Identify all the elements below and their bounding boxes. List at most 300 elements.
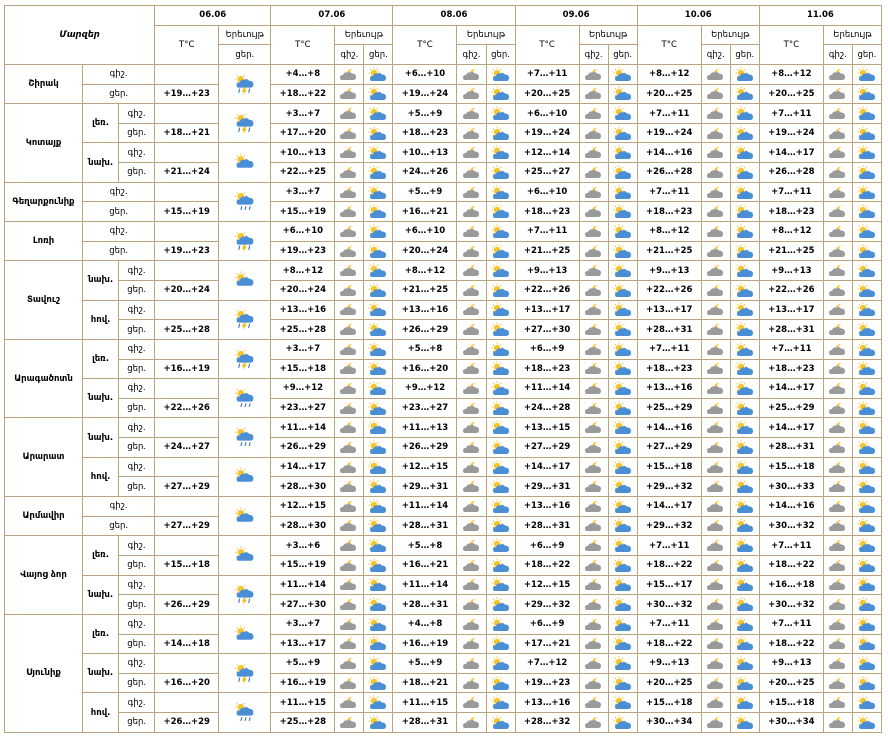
partly-cloudy-icon — [857, 86, 877, 101]
moon-cloud-icon — [706, 636, 726, 651]
moon-cloud-icon — [584, 342, 604, 357]
partly-cloudy-icon — [735, 263, 755, 278]
forecast-table — [4, 5, 882, 733]
night-icon-cell — [335, 516, 364, 536]
temperature-cell: +8…+12 — [759, 222, 823, 242]
day-icon-cell — [364, 693, 393, 713]
partly-cloudy-icon — [491, 558, 511, 573]
partly-cloudy-icon — [368, 440, 388, 455]
day-period-header: ցեր. — [364, 45, 393, 65]
day-icon-cell — [486, 143, 515, 163]
temperature-cell: +20…+25 — [759, 84, 823, 104]
day-icon-cell — [852, 418, 881, 438]
partly-cloudy-icon — [735, 479, 755, 494]
temperature-cell: +27…+30 — [515, 320, 579, 340]
zone-name: լեռ. — [83, 339, 119, 378]
moon-cloud-icon — [584, 106, 604, 121]
day-icon-cell — [486, 300, 515, 320]
day-icon-cell — [364, 182, 393, 202]
night-icon-cell — [457, 182, 486, 202]
day-icon-cell — [486, 477, 515, 497]
temperature-cell: +10…+13 — [271, 143, 335, 163]
night-icon-cell — [335, 241, 364, 261]
day-icon-cell — [364, 575, 393, 595]
temperature-cell: +11…+14 — [393, 497, 457, 517]
day-icon-cell — [852, 536, 881, 556]
temperature-cell — [155, 182, 219, 202]
night-period-label: գիշ. — [119, 575, 155, 595]
day-icon-cell — [364, 398, 393, 418]
temperature-cell — [155, 261, 219, 281]
partly-cloudy-icon — [735, 420, 755, 435]
partly-cloudy-icon — [735, 538, 755, 553]
header-row-days — [5, 6, 882, 26]
table-row — [5, 280, 882, 300]
partly-cloudy-icon — [613, 499, 633, 514]
night-icon-cell — [579, 614, 608, 634]
night-icon-cell — [335, 634, 364, 654]
night-icon-cell — [335, 614, 364, 634]
day-icon-cell — [730, 64, 759, 84]
temperature-cell: +22…+26 — [515, 280, 579, 300]
day-icon-cell — [486, 64, 515, 84]
partly-cloudy-icon — [613, 145, 633, 160]
day-icon-cell — [608, 654, 637, 674]
day-icon-cell — [486, 634, 515, 654]
night-icon-cell — [701, 457, 730, 477]
partly-cloudy-icon — [613, 204, 633, 219]
temperature-cell: +6…+9 — [515, 339, 579, 359]
partly-cloudy-icon — [735, 322, 755, 337]
temperature-cell: +28…+31 — [637, 320, 701, 340]
partly-cloudy-icon — [857, 577, 877, 592]
temperature-cell: +26…+29 — [155, 595, 219, 615]
night-period-label: գիշ. — [83, 497, 155, 517]
day-icon-cell — [852, 575, 881, 595]
partly-cloudy-icon — [368, 145, 388, 160]
night-icon-cell — [579, 713, 608, 733]
weather-icon-cell — [219, 418, 271, 457]
partly-cloudy-icon — [491, 499, 511, 514]
weather-header: Երեւույթ — [701, 25, 759, 45]
partly-cloudy-icon — [613, 518, 633, 533]
partly-cloudy-icon — [368, 126, 388, 141]
night-icon-cell — [701, 163, 730, 183]
day-icon-cell — [730, 104, 759, 124]
day-header: 10.06 — [637, 6, 759, 26]
rain-sun-icon — [234, 192, 256, 212]
temperature-cell: +25…+29 — [637, 398, 701, 418]
temperature-cell: +15…+19 — [271, 202, 335, 222]
night-icon-cell — [335, 398, 364, 418]
moon-cloud-icon — [828, 538, 848, 553]
night-icon-cell — [701, 713, 730, 733]
day-period-label: ցեր. — [83, 202, 155, 222]
partly-cloudy-icon — [613, 381, 633, 396]
day-icon-cell — [730, 261, 759, 281]
temperature-cell: +4…+8 — [271, 64, 335, 84]
partly-cloudy-icon — [735, 558, 755, 573]
moon-cloud-icon — [462, 597, 482, 612]
moon-cloud-icon — [339, 558, 359, 573]
night-icon-cell — [335, 555, 364, 575]
night-icon-cell — [823, 222, 852, 242]
partly-cloudy-icon — [735, 283, 755, 298]
partly-cloudy-icon — [735, 656, 755, 671]
partly-cloudy-icon — [491, 617, 511, 632]
temperature-cell: +7…+11 — [759, 614, 823, 634]
moon-cloud-icon — [706, 558, 726, 573]
moon-cloud-icon — [462, 460, 482, 475]
day-icon-cell — [608, 64, 637, 84]
temperature-cell: +7…+11 — [759, 536, 823, 556]
day-icon-cell — [608, 536, 637, 556]
temperature-cell: +7…+11 — [637, 536, 701, 556]
weather-icon-cell — [219, 536, 271, 575]
partly-cloudy-icon — [368, 558, 388, 573]
temperature-cell: +13…+15 — [515, 418, 579, 438]
temperature-cell: +7…+11 — [637, 339, 701, 359]
moon-cloud-icon — [706, 715, 726, 730]
temperature-cell — [155, 339, 219, 359]
moon-cloud-icon — [462, 67, 482, 82]
night-icon-cell — [335, 693, 364, 713]
night-icon-cell — [579, 477, 608, 497]
day-icon-cell — [608, 104, 637, 124]
day-icon-cell — [364, 222, 393, 242]
night-icon-cell — [823, 595, 852, 615]
night-icon-cell — [457, 222, 486, 242]
day-icon-cell — [486, 241, 515, 261]
day-icon-cell — [730, 163, 759, 183]
moon-cloud-icon — [339, 244, 359, 259]
temp-header: T°C — [637, 25, 701, 64]
night-icon-cell — [823, 477, 852, 497]
night-icon-cell — [457, 516, 486, 536]
night-icon-cell — [457, 300, 486, 320]
moon-cloud-icon — [828, 499, 848, 514]
moon-cloud-icon — [584, 518, 604, 533]
temperature-cell: +26…+28 — [759, 163, 823, 183]
temperature-cell: +27…+30 — [271, 595, 335, 615]
temperature-cell — [155, 457, 219, 477]
temperature-cell: +19…+24 — [515, 123, 579, 143]
moon-cloud-icon — [828, 420, 848, 435]
night-period-label: գիշ. — [83, 222, 155, 242]
moon-cloud-icon — [706, 479, 726, 494]
night-icon-cell — [457, 64, 486, 84]
moon-cloud-icon — [339, 597, 359, 612]
temperature-cell: +25…+28 — [155, 320, 219, 340]
night-icon-cell — [457, 654, 486, 674]
night-icon-cell — [579, 634, 608, 654]
temperature-cell: +15…+18 — [637, 693, 701, 713]
partly-cloudy-icon — [735, 126, 755, 141]
partly-cloudy-icon — [735, 361, 755, 376]
temperature-cell — [155, 654, 219, 674]
partly-cloudy-icon — [735, 617, 755, 632]
temperature-cell: +7…+11 — [515, 222, 579, 242]
temperature-cell: +29…+32 — [515, 595, 579, 615]
night-period-label: գիշ. — [119, 536, 155, 556]
table-row — [5, 614, 882, 634]
night-icon-cell — [579, 143, 608, 163]
temperature-cell — [155, 536, 219, 556]
day-icon-cell — [486, 182, 515, 202]
day-icon-cell — [364, 654, 393, 674]
day-icon-cell — [730, 123, 759, 143]
region-name: Արարատ — [5, 418, 83, 497]
temperature-cell: +30…+34 — [759, 713, 823, 733]
night-icon-cell — [823, 516, 852, 536]
temperature-cell: +23…+27 — [393, 398, 457, 418]
temperature-cell: +9…+12 — [271, 379, 335, 399]
day-icon-cell — [852, 123, 881, 143]
temperature-cell: +20…+24 — [155, 280, 219, 300]
night-icon-cell — [457, 320, 486, 340]
partly-cloudy-icon — [857, 617, 877, 632]
day-icon-cell — [608, 477, 637, 497]
partly-cloudy-icon — [234, 153, 256, 173]
day-icon-cell — [730, 575, 759, 595]
temperature-cell: +29…+31 — [515, 477, 579, 497]
partly-cloudy-icon — [613, 322, 633, 337]
moon-cloud-icon — [706, 577, 726, 592]
temperature-cell: +20…+25 — [637, 673, 701, 693]
temp-header: T°C — [155, 25, 219, 64]
moon-cloud-icon — [339, 617, 359, 632]
night-icon-cell — [579, 575, 608, 595]
day-icon-cell — [608, 202, 637, 222]
moon-cloud-icon — [706, 224, 726, 239]
day-icon-cell — [852, 182, 881, 202]
night-icon-cell — [823, 241, 852, 261]
night-icon-cell — [457, 477, 486, 497]
moon-cloud-icon — [828, 224, 848, 239]
partly-cloudy-icon — [735, 165, 755, 180]
moon-cloud-icon — [462, 420, 482, 435]
day-icon-cell — [730, 693, 759, 713]
moon-cloud-icon — [828, 204, 848, 219]
temperature-cell: +18…+23 — [637, 202, 701, 222]
day-icon-cell — [730, 300, 759, 320]
partly-cloudy-icon — [368, 617, 388, 632]
night-icon-cell — [457, 693, 486, 713]
night-icon-cell — [701, 104, 730, 124]
partly-cloudy-icon — [857, 126, 877, 141]
temperature-cell: +30…+32 — [759, 516, 823, 536]
temperature-cell: +28…+30 — [271, 516, 335, 536]
night-icon-cell — [823, 575, 852, 595]
day-period-label: ցեր. — [119, 634, 155, 654]
night-period-header: գիշ. — [823, 45, 852, 65]
partly-cloudy-icon — [368, 577, 388, 592]
night-icon-cell — [823, 438, 852, 458]
partly-cloudy-icon — [735, 676, 755, 691]
night-icon-cell — [823, 359, 852, 379]
night-icon-cell — [579, 64, 608, 84]
moon-cloud-icon — [828, 460, 848, 475]
moon-cloud-icon — [462, 224, 482, 239]
temperature-cell — [155, 497, 219, 517]
day-icon-cell — [730, 241, 759, 261]
night-icon-cell — [457, 339, 486, 359]
moon-cloud-icon — [462, 244, 482, 259]
weather-icon-cell — [219, 300, 271, 339]
night-period-label: գիշ. — [119, 339, 155, 359]
temperature-cell — [155, 143, 219, 163]
partly-cloudy-icon — [857, 165, 877, 180]
temperature-cell: +5…+9 — [271, 654, 335, 674]
temperature-cell: +15…+19 — [271, 555, 335, 575]
night-period-label: գիշ. — [83, 182, 155, 202]
moon-cloud-icon — [339, 676, 359, 691]
moon-cloud-icon — [706, 361, 726, 376]
temperature-cell: +18…+23 — [393, 123, 457, 143]
forecast-container — [4, 5, 882, 733]
night-icon-cell — [823, 418, 852, 438]
partly-cloudy-icon — [857, 342, 877, 357]
moon-cloud-icon — [828, 597, 848, 612]
day-icon-cell — [608, 241, 637, 261]
night-icon-cell — [579, 261, 608, 281]
night-period-label: գիշ. — [119, 654, 155, 674]
moon-cloud-icon — [584, 440, 604, 455]
partly-cloudy-icon — [491, 460, 511, 475]
temperature-cell: +6…+10 — [393, 222, 457, 242]
temperature-cell: +7…+11 — [515, 64, 579, 84]
partly-cloudy-icon — [368, 67, 388, 82]
temperature-cell — [155, 418, 219, 438]
region-name: Շիրակ — [5, 64, 83, 103]
partly-cloudy-icon — [613, 479, 633, 494]
night-icon-cell — [335, 261, 364, 281]
partly-cloudy-icon — [735, 244, 755, 259]
temperature-cell: +18…+21 — [393, 673, 457, 693]
partly-cloudy-icon — [491, 67, 511, 82]
day-icon-cell — [608, 84, 637, 104]
day-icon-cell — [730, 516, 759, 536]
night-icon-cell — [823, 497, 852, 517]
day-icon-cell — [486, 693, 515, 713]
table-row — [5, 84, 882, 104]
table-row — [5, 713, 882, 733]
moon-cloud-icon — [462, 145, 482, 160]
temperature-cell: +14…+16 — [637, 143, 701, 163]
night-icon-cell — [335, 104, 364, 124]
night-icon-cell — [457, 84, 486, 104]
day-header: 09.06 — [515, 6, 637, 26]
night-icon-cell — [701, 693, 730, 713]
moon-cloud-icon — [339, 479, 359, 494]
partly-cloudy-icon — [613, 67, 633, 82]
day-icon-cell — [608, 379, 637, 399]
temperature-cell: +13…+16 — [393, 300, 457, 320]
night-icon-cell — [701, 418, 730, 438]
moon-cloud-icon — [706, 165, 726, 180]
moon-cloud-icon — [706, 342, 726, 357]
day-icon-cell — [852, 84, 881, 104]
day-icon-cell — [730, 595, 759, 615]
temperature-cell: +28…+31 — [515, 516, 579, 536]
partly-cloudy-icon — [491, 86, 511, 101]
moon-cloud-icon — [462, 381, 482, 396]
temperature-cell: +15…+17 — [637, 575, 701, 595]
table-row — [5, 379, 882, 399]
weather-icon-cell — [219, 182, 271, 221]
night-icon-cell — [579, 123, 608, 143]
weather-header: Երեւույթ — [219, 25, 271, 45]
temperature-cell: +14…+17 — [759, 418, 823, 438]
partly-cloudy-icon — [735, 597, 755, 612]
night-period-label: գիշ. — [119, 143, 155, 163]
night-icon-cell — [457, 202, 486, 222]
night-icon-cell — [701, 516, 730, 536]
partly-cloudy-icon — [613, 126, 633, 141]
moon-cloud-icon — [828, 695, 848, 710]
day-period-label: ցեր. — [119, 280, 155, 300]
temperature-cell — [155, 693, 219, 713]
night-icon-cell — [457, 457, 486, 477]
temperature-cell: +17…+20 — [271, 123, 335, 143]
night-icon-cell — [335, 379, 364, 399]
moon-cloud-icon — [706, 381, 726, 396]
temperature-cell: +18…+23 — [759, 359, 823, 379]
moon-cloud-icon — [339, 361, 359, 376]
temperature-cell: +21…+25 — [393, 280, 457, 300]
partly-cloudy-icon — [491, 656, 511, 671]
day-icon-cell — [608, 595, 637, 615]
day-icon-cell — [608, 300, 637, 320]
table-row — [5, 536, 882, 556]
partly-cloudy-icon — [613, 86, 633, 101]
temperature-cell: +13…+16 — [515, 497, 579, 517]
partly-cloudy-icon — [613, 244, 633, 259]
day-icon-cell — [608, 673, 637, 693]
partly-cloudy-icon — [735, 381, 755, 396]
moon-cloud-icon — [462, 263, 482, 278]
temperature-cell: +30…+32 — [637, 595, 701, 615]
temperature-cell: +29…+32 — [637, 516, 701, 536]
night-period-header: գիշ. — [579, 45, 608, 65]
moon-cloud-icon — [584, 302, 604, 317]
partly-cloudy-icon — [234, 467, 256, 487]
partly-cloudy-icon — [368, 538, 388, 553]
night-icon-cell — [457, 673, 486, 693]
moon-cloud-icon — [462, 86, 482, 101]
night-icon-cell — [335, 418, 364, 438]
zone-name: լեռ. — [83, 536, 119, 575]
partly-cloudy-icon — [735, 224, 755, 239]
night-icon-cell — [823, 673, 852, 693]
day-icon-cell — [852, 477, 881, 497]
moon-cloud-icon — [828, 185, 848, 200]
partly-cloudy-icon — [857, 636, 877, 651]
moon-cloud-icon — [462, 479, 482, 494]
day-icon-cell — [730, 634, 759, 654]
night-icon-cell — [335, 320, 364, 340]
moon-cloud-icon — [584, 86, 604, 101]
night-icon-cell — [701, 222, 730, 242]
moon-cloud-icon — [339, 145, 359, 160]
temperature-cell: +18…+22 — [637, 555, 701, 575]
temperature-cell — [155, 104, 219, 124]
moon-cloud-icon — [462, 558, 482, 573]
rain-sun-icon — [234, 703, 256, 723]
night-icon-cell — [823, 457, 852, 477]
moon-cloud-icon — [584, 126, 604, 141]
moon-cloud-icon — [706, 499, 726, 514]
